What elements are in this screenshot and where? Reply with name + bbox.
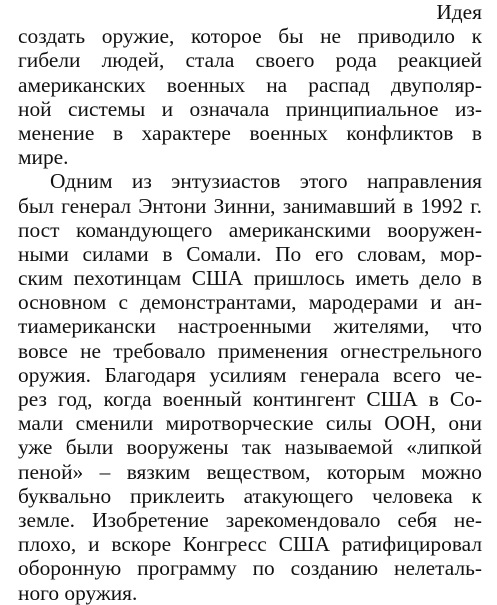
- text-line: американских военных на распад двуполяр-: [18, 72, 482, 97]
- text-line: мире.: [18, 145, 69, 170]
- text-line: ной системы и означала принципиальное из-: [18, 96, 482, 121]
- text-line: был генерал Энтони Зинни, занимавший в 1992 г.: [18, 193, 482, 218]
- text-line: мали сменили миротворческие силы ООН, они: [18, 411, 482, 436]
- text-line: ными силами в Сомали. По его словам, мор-: [18, 241, 482, 266]
- text-line: Идея: [436, 0, 482, 24]
- text-line: ного оружия.: [18, 580, 138, 605]
- text-line: менение в характере военных конфликтов в: [18, 120, 482, 145]
- text-line: Одним из энтузиастов этого направления: [50, 169, 482, 194]
- text-line: уже были вооружены так называемой «липкой: [18, 435, 482, 460]
- text-line: тиамерикански настроенными жителями, что: [18, 314, 482, 339]
- text-line: буквально приклеить атакующего человека к: [18, 483, 482, 508]
- paragraph-1: [18, 0, 482, 169]
- paragraph-2: [18, 169, 482, 604]
- text-line: пост командующего американскими вооружен-: [18, 217, 482, 242]
- text-line: плохо, и вскоре Конгресс США ратифицировал: [18, 532, 482, 557]
- text-line: создать оружие, которое бы не приводило к: [18, 24, 482, 49]
- text-line: гибели людей, стала своего рода реакцией: [18, 48, 482, 73]
- text-line: оборонную программу по созданию нелеталь-: [18, 556, 482, 581]
- text-line: ским пехотинцам США пришлось иметь дело в: [18, 266, 482, 291]
- text-line: земле. Изобретение зарекомендовало себя не-: [18, 507, 482, 532]
- text-line: оружия. Благодаря усилиям генерала всего че-: [18, 362, 482, 387]
- text-line: рез год, когда военный контингент США в Со-: [18, 387, 482, 411]
- text-line: пеной» – вязким веществом, которым можно: [18, 459, 482, 484]
- text-line: основном с демонстрантами, мародерами и ан-: [18, 290, 482, 315]
- document-page: [18, 0, 482, 605]
- text-line: вовсе не требовало применения огнестрельного: [18, 338, 482, 363]
